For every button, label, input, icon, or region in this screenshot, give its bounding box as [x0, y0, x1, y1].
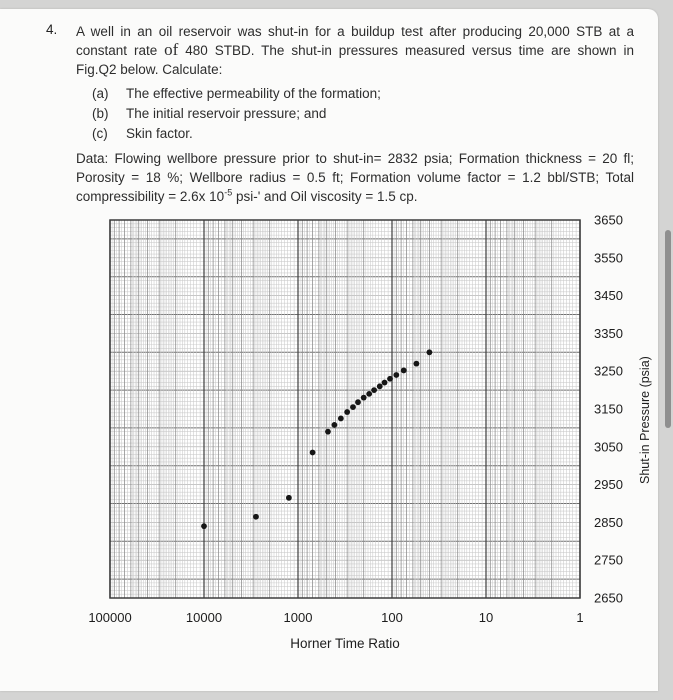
svg-text:1000: 1000 [283, 610, 313, 625]
intro-text-2: 480 STBD. The shut-in pressures measured versus time are shown in Fig.Q2 below. Calculate: [76, 43, 634, 77]
svg-text:3450: 3450 [594, 288, 623, 304]
question-block [46, 22, 652, 651]
horner-plot-canvas [90, 212, 645, 628]
page-content [0, 9, 658, 651]
intro-of-word: of [164, 40, 179, 59]
svg-text:2850: 2850 [594, 514, 623, 530]
data-text-2: psi-' and Oil viscosity = 1.5 cp. [232, 189, 418, 204]
item-c-label: (c) [92, 126, 108, 141]
svg-text:3050: 3050 [594, 439, 623, 455]
item-a-label: (a) [92, 86, 109, 101]
item-b-text: The initial reservoir pressure; and [126, 106, 327, 121]
document-page [0, 9, 658, 691]
horner-plot-figure [90, 212, 673, 651]
question-number: 4. [46, 22, 58, 37]
question-items [92, 84, 634, 144]
svg-text:3250: 3250 [594, 363, 623, 379]
list-item [92, 84, 634, 104]
question-intro [76, 22, 634, 79]
intro-text-1: A well in an oil reservoir was shut-in for a buildup test after producing 20,000 STB at a constant rate [76, 24, 634, 58]
item-b-label: (b) [92, 106, 109, 121]
svg-text:10: 10 [478, 610, 494, 625]
svg-text:1: 1 [576, 610, 584, 625]
x-axis-title: Horner Time Ratio [290, 636, 400, 651]
svg-text:3650: 3650 [594, 212, 623, 228]
data-text-1: Data: Flowing wellbore pressure prior to shut-in= 2832 psia; Formation thickness = 20 fl; Porosity = 18 %; Wellbore radius = 0.5 ft; Formation volume factor = 1.2 bbl/STB; Total compressibility = 2.6x 10 [76, 151, 634, 204]
svg-text:2750: 2750 [594, 552, 623, 568]
svg-text:3550: 3550 [594, 250, 623, 266]
svg-text:100: 100 [381, 610, 403, 625]
data-paragraph [76, 149, 634, 206]
y-axis-title: Shut-in Pressure (psia) [638, 356, 652, 484]
list-item [92, 104, 634, 124]
svg-text:3350: 3350 [594, 325, 623, 341]
svg-text:100000: 100000 [88, 610, 132, 625]
svg-text:2950: 2950 [594, 477, 623, 493]
question-body [76, 22, 652, 651]
svg-text:10000: 10000 [185, 610, 223, 625]
exponent-superscript: -5 [224, 187, 233, 198]
list-item [92, 124, 634, 144]
item-c-text: Skin factor. [126, 126, 193, 141]
item-a-text: The effective permeability of the formation; [126, 86, 381, 101]
scrollbar-thumb[interactable] [665, 230, 671, 428]
svg-text:3150: 3150 [594, 401, 623, 417]
svg-text:2650: 2650 [594, 590, 623, 606]
